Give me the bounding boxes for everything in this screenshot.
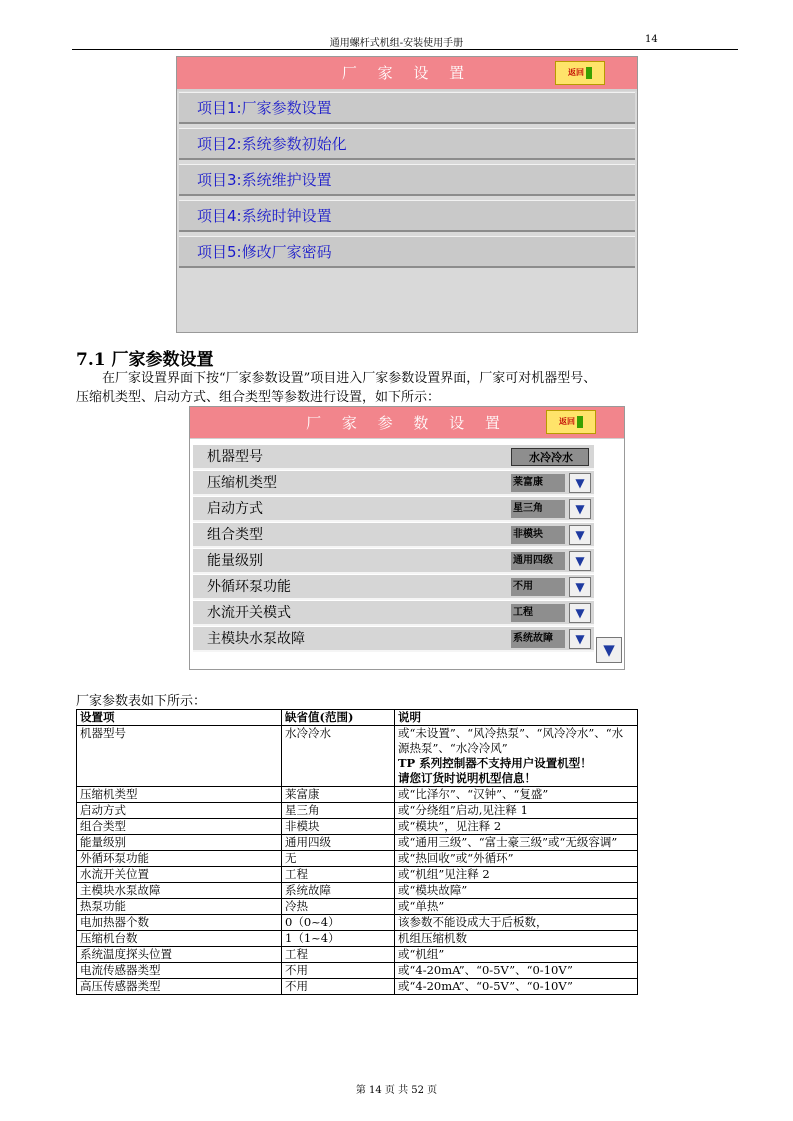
cell-default: 工程 bbox=[282, 867, 395, 883]
table-row bbox=[77, 835, 638, 851]
cell-default: 水冷冷水 bbox=[282, 726, 395, 787]
cell-setting: 机器型号 bbox=[77, 726, 282, 787]
cell-setting: 能量级别 bbox=[77, 835, 282, 851]
section-paragraph-line-2: 压缩机类型、启动方式、组合类型等参数进行设置，如下所示： bbox=[76, 390, 441, 405]
section-paragraph-line-1: 在厂家设置界面下按“厂家参数设置”项目进入厂家参数设置界面，厂家可对机器型号、 bbox=[102, 371, 597, 386]
header-setting: 设置项 bbox=[77, 710, 282, 726]
cell-description: 或“比泽尔”、“汉钟”、“复盛” bbox=[395, 787, 638, 803]
page-header-number: 14 bbox=[645, 34, 658, 45]
param-label: 能量级别 bbox=[207, 553, 263, 569]
cell-description: 机组压缩机数 bbox=[395, 931, 638, 947]
cell-description: 或“机组” bbox=[395, 947, 638, 963]
page-footer: 第 14 页 共 52 页 bbox=[355, 1085, 438, 1096]
table-row bbox=[77, 819, 638, 835]
cell-setting: 电流传感器类型 bbox=[77, 963, 282, 979]
menu-item-change-password[interactable]: 项目5:修改厂家密码 bbox=[179, 236, 635, 268]
dropdown-arrow-icon[interactable]: ▼ bbox=[569, 577, 591, 597]
cell-default: 通用四级 bbox=[282, 835, 395, 851]
menu-item-factory-params[interactable]: 项目1:厂家参数设置 bbox=[179, 92, 635, 124]
cell-setting: 主模块水泵故障 bbox=[77, 883, 282, 899]
table-row bbox=[77, 979, 638, 995]
param-label: 启动方式 bbox=[207, 501, 263, 517]
cell-setting: 外循环泵功能 bbox=[77, 851, 282, 867]
param-row-compressor-type bbox=[193, 471, 594, 496]
cell-setting: 启动方式 bbox=[77, 803, 282, 819]
cell-default: 0（0~4） bbox=[282, 915, 395, 931]
cell-default: 冷热 bbox=[282, 899, 395, 915]
cell-setting: 系统温度探头位置 bbox=[77, 947, 282, 963]
cell-default: 1（1~4） bbox=[282, 931, 395, 947]
dropdown-arrow-icon[interactable]: ▼ bbox=[569, 551, 591, 571]
param-value-combination-type: 非模块 bbox=[511, 526, 565, 544]
param-value-main-pump-fault: 系统故障 bbox=[511, 630, 565, 648]
screen-title-bar bbox=[177, 57, 637, 91]
factory-params-table bbox=[76, 709, 638, 995]
table-row bbox=[77, 803, 638, 819]
cell-default: 工程 bbox=[282, 947, 395, 963]
cell-default: 不用 bbox=[282, 963, 395, 979]
param-label: 组合类型 bbox=[207, 527, 263, 543]
param-row-main-pump-fault bbox=[193, 627, 594, 652]
model-note-line-1: TP 系列控制器不支持用户设置机型！ bbox=[398, 756, 592, 770]
param-row-flow-switch-mode bbox=[193, 601, 594, 626]
cell-setting: 热泵功能 bbox=[77, 899, 282, 915]
dropdown-arrow-icon[interactable]: ▼ bbox=[569, 499, 591, 519]
cell-default: 无 bbox=[282, 851, 395, 867]
cell-description: 或“4-20mA”、“0-5V”、“0-10V” bbox=[395, 963, 638, 979]
param-row-start-mode bbox=[193, 497, 594, 522]
menu-item-system-init[interactable]: 项目2:系统参数初始化 bbox=[179, 128, 635, 160]
factory-settings-screen bbox=[176, 56, 638, 333]
table-row bbox=[77, 726, 638, 787]
param-value-machine-model[interactable]: 水冷冷水 bbox=[511, 448, 589, 466]
table-row bbox=[77, 867, 638, 883]
back-button-label: 返回 bbox=[559, 417, 575, 426]
cell-description: 或“模块故障” bbox=[395, 883, 638, 899]
cell-setting: 电加热器个数 bbox=[77, 915, 282, 931]
param-value-compressor-type: 莱富康 bbox=[511, 474, 565, 492]
page-header-title: 通用螺杆式机组-安装使用手册 bbox=[329, 38, 464, 49]
dropdown-arrow-icon[interactable]: ▼ bbox=[569, 473, 591, 493]
param-label: 外循环泵功能 bbox=[207, 579, 291, 595]
cell-description: 或“机组”见注释 2 bbox=[395, 867, 638, 883]
cell-setting: 高压传感器类型 bbox=[77, 979, 282, 995]
table-row bbox=[77, 931, 638, 947]
param-row-energy-level bbox=[193, 549, 594, 574]
header-description: 说明 bbox=[395, 710, 638, 726]
cell-description: 或“单热” bbox=[395, 899, 638, 915]
flag-icon bbox=[586, 67, 592, 79]
back-button[interactable] bbox=[555, 61, 605, 85]
param-value-external-pump: 不用 bbox=[511, 578, 565, 596]
param-row-combination-type bbox=[193, 523, 594, 548]
header-rule bbox=[72, 49, 738, 50]
table-row bbox=[77, 915, 638, 931]
cell-description: 或“分绕组”启动,见注释 1 bbox=[395, 803, 638, 819]
param-value-energy-level: 通用四级 bbox=[511, 552, 565, 570]
scroll-down-icon[interactable]: ▼ bbox=[596, 637, 622, 663]
table-row bbox=[77, 851, 638, 867]
param-label: 机器型号 bbox=[207, 449, 263, 465]
param-value-start-mode: 星三角 bbox=[511, 500, 565, 518]
table-header-row bbox=[77, 710, 638, 726]
cell-description: 该参数不能设成大于后板数， bbox=[395, 915, 638, 931]
param-label: 水流开关模式 bbox=[207, 605, 291, 621]
header-default: 缺省值(范围) bbox=[282, 710, 395, 726]
dropdown-arrow-icon[interactable]: ▼ bbox=[569, 629, 591, 649]
screen-title: 厂 家 设 置 bbox=[341, 64, 473, 82]
screen-title: 厂 家 参 数 设 置 bbox=[306, 414, 508, 432]
cell-default: 莱富康 bbox=[282, 787, 395, 803]
dropdown-arrow-icon[interactable]: ▼ bbox=[569, 525, 591, 545]
model-note-line-2: 请您订货时说明机型信息！ bbox=[398, 771, 536, 785]
factory-params-screen bbox=[189, 406, 625, 670]
dropdown-arrow-icon[interactable]: ▼ bbox=[569, 603, 591, 623]
cell-description-text: 或“未设置”、“风冷热泵”、“风冷冷水”、“水源热泵”、“水冷冷风” bbox=[398, 726, 624, 755]
table-row bbox=[77, 963, 638, 979]
cell-default: 不用 bbox=[282, 979, 395, 995]
cell-default: 星三角 bbox=[282, 803, 395, 819]
param-row-machine-model bbox=[193, 445, 594, 470]
section-title: 7.1 厂家参数设置 bbox=[76, 350, 214, 370]
table-row bbox=[77, 947, 638, 963]
cell-description: 或“通用三级”、“富士豪三级”或“无级容调” bbox=[395, 835, 638, 851]
param-value-flow-switch-mode: 工程 bbox=[511, 604, 565, 622]
cell-setting: 压缩机类型 bbox=[77, 787, 282, 803]
table-row bbox=[77, 883, 638, 899]
table-row bbox=[77, 899, 638, 915]
cell-setting: 水流开关位置 bbox=[77, 867, 282, 883]
cell-description bbox=[395, 726, 638, 787]
cell-setting: 组合类型 bbox=[77, 819, 282, 835]
back-button-label: 返回 bbox=[568, 68, 584, 77]
menu-item-system-clock[interactable]: 项目4:系统时钟设置 bbox=[179, 200, 635, 232]
cell-description: 或“热回收”或“外循环” bbox=[395, 851, 638, 867]
param-label: 压缩机类型 bbox=[207, 475, 277, 491]
screen-title-bar bbox=[190, 407, 624, 439]
cell-setting: 压缩机台数 bbox=[77, 931, 282, 947]
param-label: 主模块水泵故障 bbox=[207, 631, 305, 647]
flag-icon bbox=[577, 416, 583, 428]
table-caption: 厂家参数表如下所示： bbox=[76, 694, 207, 709]
cell-description: 或“模块”，见注释 2 bbox=[395, 819, 638, 835]
back-button[interactable] bbox=[546, 410, 596, 434]
cell-default: 非模块 bbox=[282, 819, 395, 835]
menu-item-system-maintenance[interactable]: 项目3:系统维护设置 bbox=[179, 164, 635, 196]
table-row bbox=[77, 787, 638, 803]
cell-default: 系统故障 bbox=[282, 883, 395, 899]
cell-description: 或“4-20mA”、“0-5V”、“0-10V” bbox=[395, 979, 638, 995]
param-row-external-pump bbox=[193, 575, 594, 600]
